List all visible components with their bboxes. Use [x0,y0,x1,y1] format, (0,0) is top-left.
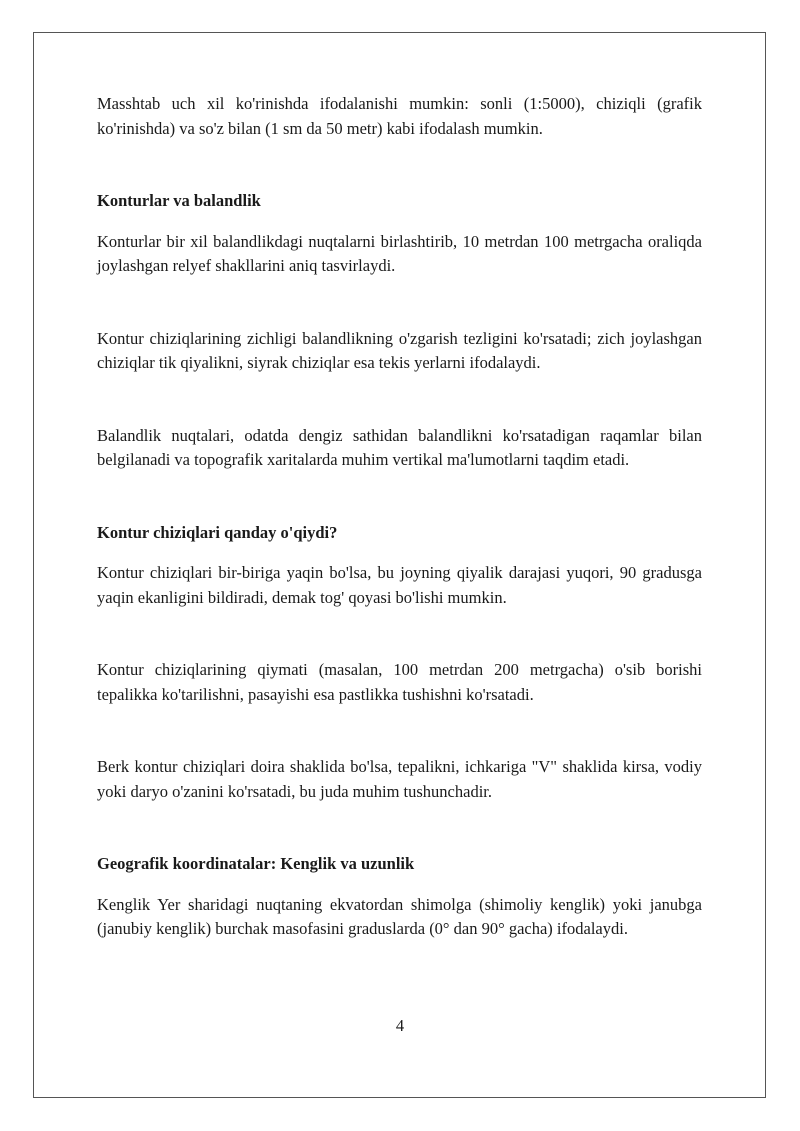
paragraph-latitude: Kenglik Yer sharidagi nuqtaning ekvatordan shimolga (shimoliy kenglik) yoki janubga (janubiy kenglik) burchak masofasini graduslarda (0° dan 90° gacha) ifodalaydi. [97,894,702,938]
paragraph-scale-types: Masshtab uch xil ko'rinishda ifodalanishi mumkin: sonli (1:5000), chiziqli (grafik ko'rinishda) va so'z bilan (1 sm da 50 metr) kabi ifodalash mumkin. [97,94,702,138]
paragraph-closed-contours: Berk kontur chiziqlari doira shaklida bo'lsa, tepalikni, ichkariga "V" shaklida kirsa, vodiy yoki daryo o'zanini ko'rsatadi, bu juda muhim tushunchadir. [97,757,702,801]
page-number: 4 [395,1016,405,1035]
heading-geographic-coordinates: Geografik koordinatalar: Kenglik va uzunlik [97,854,415,873]
document-body [97,92,702,942]
heading-contours-and-elevation: Konturlar va balandlik [97,191,261,210]
paragraph-contours-definition: Konturlar bir xil balandlikdagi nuqtalarni birlashtirib, 10 metrdan 100 metrgacha oraliqda joylashgan relyef shakllarini aniq tasvirlaydi. [97,231,702,275]
paragraph-close-contours: Kontur chiziqlari bir-biriga yaqin bo'lsa, bu joyning qiyalik darajasi yuqori, 90 gradusga yaqin ekanligini bildiradi, demak tog' qoyasi bo'lishi mumkin. [97,563,702,607]
paragraph-contour-values: Kontur chiziqlarining qiymati (masalan, 100 metrdan 200 metrgacha) o'sib borishi tepalikka ko'tarilishni, pasayishi esa pastlikka tushishni ko'rsatadi. [97,660,702,704]
paragraph-elevation-points: Balandlik nuqtalari, odatda dengiz sathidan balandlikni ko'rsatadigan raqamlar bilan belgilanadi va topografik xaritalarda muhim vertikal ma'lumotlarni taqdim etadi. [97,425,702,469]
paragraph-contour-density: Kontur chiziqlarining zichligi balandlikning o'zgarish tezligini ko'rsatadi; zich joylashgan chiziqlar tik qiyalikni, siyrak chiziqlar esa tekis yerlarni ifodalaydi. [97,328,702,372]
heading-reading-contours: Kontur chiziqlari qanday o'qiydi? [97,522,338,542]
